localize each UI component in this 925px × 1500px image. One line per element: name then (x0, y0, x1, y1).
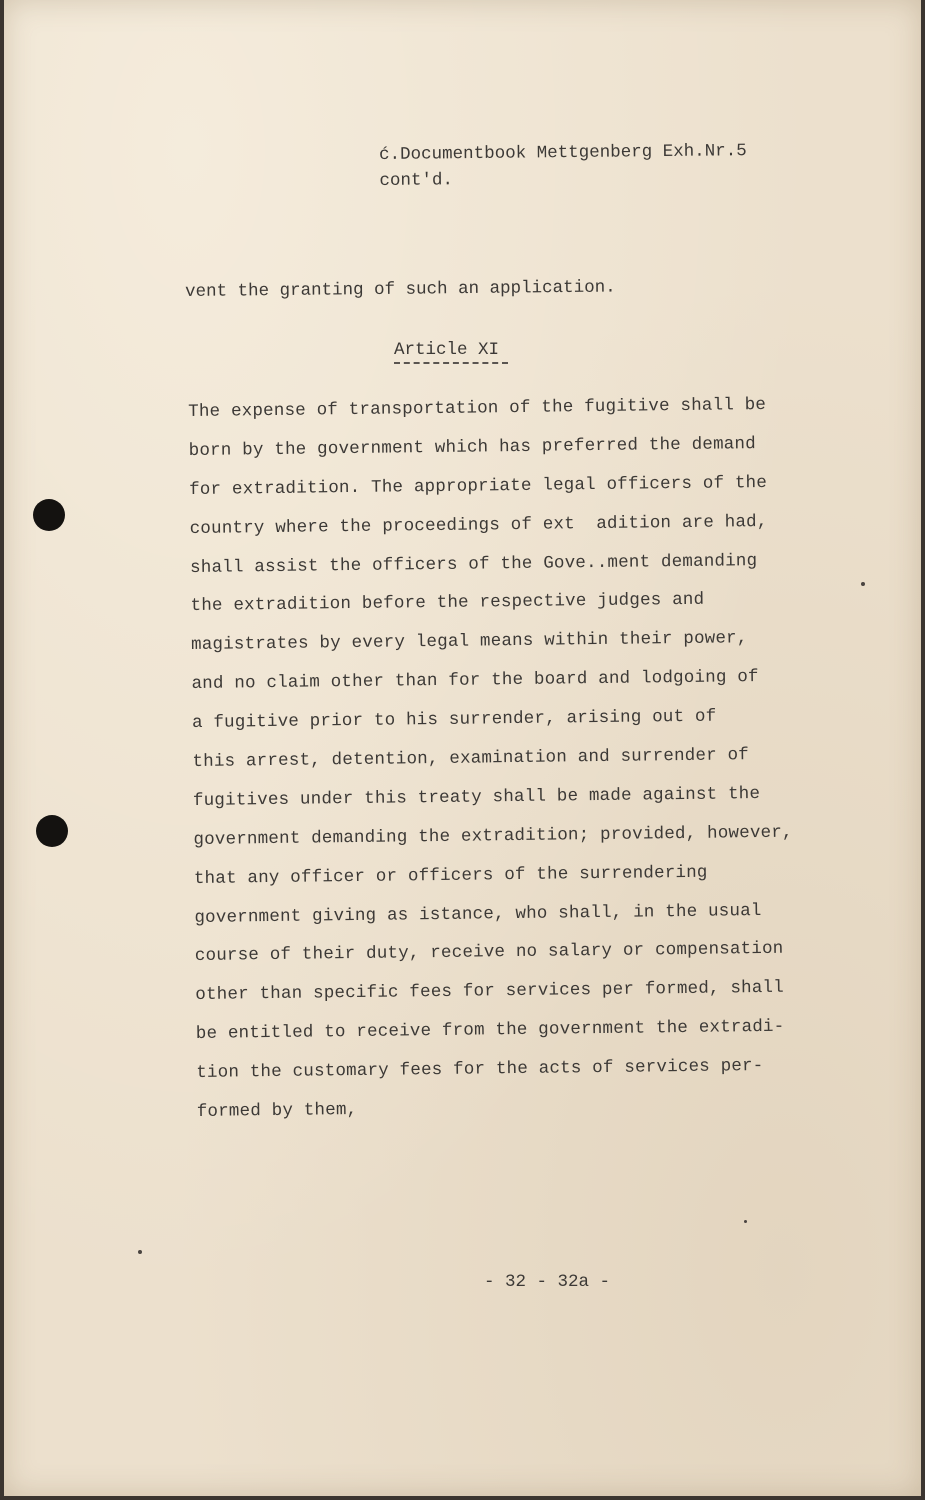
punch-hole-bottom (36, 815, 68, 847)
ink-speck (744, 1220, 747, 1223)
ink-speck (861, 582, 865, 586)
body-line: fugitives under this treaty shall be made against the (192, 783, 761, 811)
body-line: country where the proceedings of ext adition are had, (189, 511, 768, 539)
body-line: born by the government which has preferred the demand (188, 433, 756, 461)
body-line: other than specific fees for services per formed, shall (195, 978, 785, 1006)
body-line: that any officer or officers of the surrendering (193, 862, 708, 889)
page-number: - 32 - 32a - (484, 1272, 611, 1292)
body-line: and no claim other than for the board and lodgoing of (191, 667, 759, 695)
header-continued: cont'd. (379, 170, 454, 191)
body-line: tion the customary fees for the acts of services per- (196, 1056, 764, 1084)
document-page (4, 0, 921, 1496)
header-reference: ć.Documentbook Mettgenberg Exh.Nr.5 (379, 141, 747, 165)
body-line: for extradition. The appropriate legal officers of the (189, 472, 768, 500)
article-body (188, 385, 857, 1132)
body-line: the extradition before the respective judges and (190, 590, 705, 617)
body-line: this arrest, detention, examination and surrender of (192, 745, 750, 772)
body-line: be entitled to receive from the government the extradi- (195, 1017, 785, 1045)
body-line: course of their duty, receive no salary or compensation (194, 939, 784, 967)
body-line: shall assist the officers of the Gove..ment demanding (190, 550, 758, 578)
ink-speck (138, 1250, 142, 1254)
article-heading: Article XI (394, 340, 500, 360)
article-heading-underline (394, 362, 508, 364)
body-line: formed by them, (196, 1100, 358, 1122)
document-header (379, 138, 747, 194)
body-line: government giving as istance, who shall, in the usual (194, 900, 762, 928)
body-line: magistrates by every legal means within their power, (190, 628, 748, 656)
body-line: The expense of transportation of the fugitive shall be (188, 394, 767, 422)
body-line: a fugitive prior to his surrender, arising out of (191, 706, 717, 734)
body-line: government demanding the extradition; provided, however, (193, 822, 793, 850)
intro-line: vent the granting of such an application. (185, 277, 616, 302)
punch-hole-top (33, 499, 65, 531)
